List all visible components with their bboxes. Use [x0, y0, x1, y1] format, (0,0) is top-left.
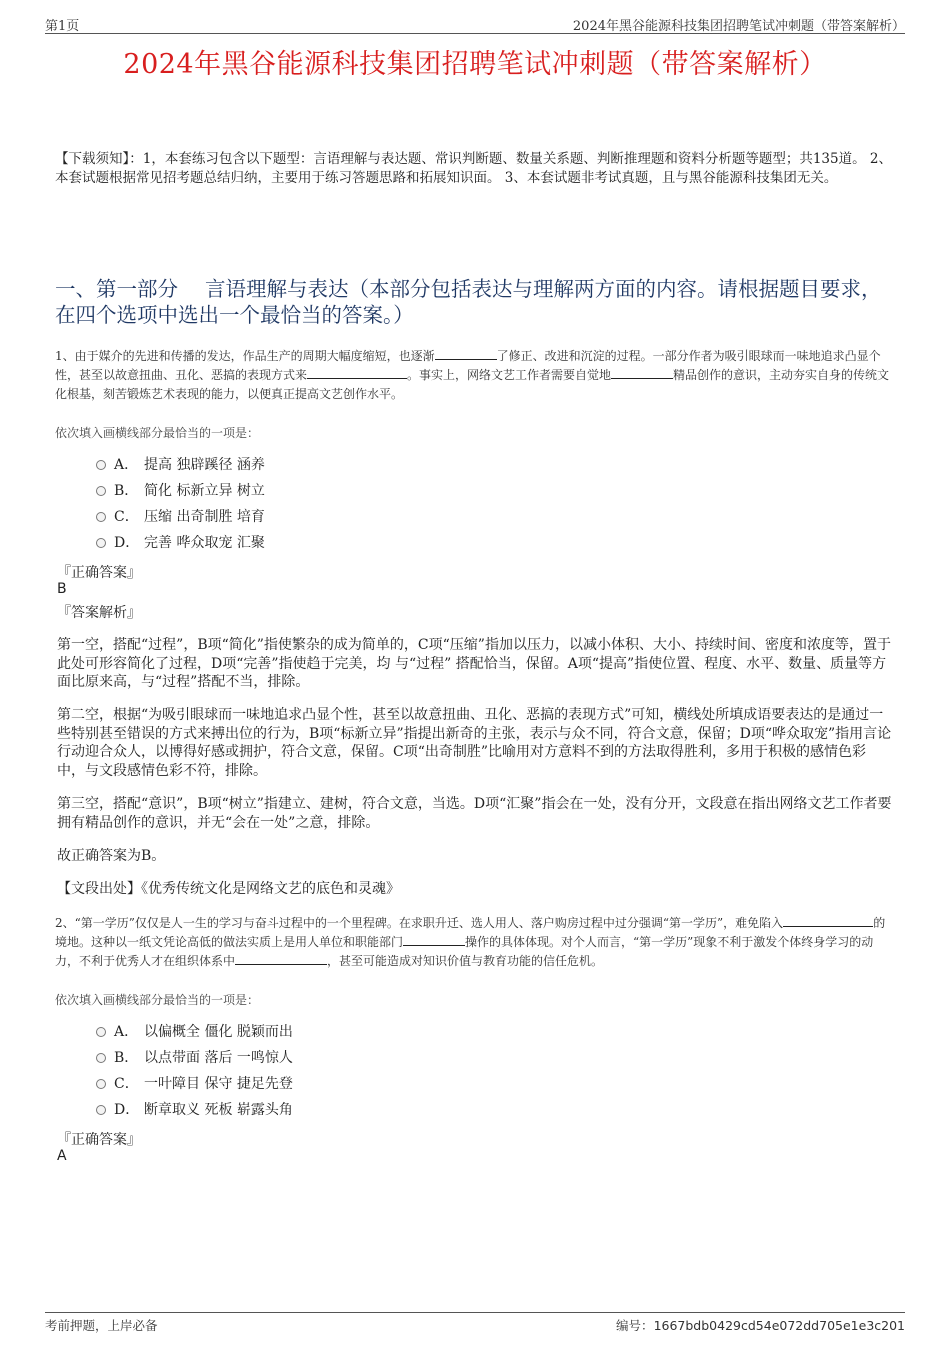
- fill-blank: [307, 366, 407, 379]
- radio-button[interactable]: [96, 1027, 106, 1037]
- correct-answer: A: [57, 1148, 67, 1164]
- question-1-prompt: 依次填入画横线部分最恰当的一项是：: [55, 426, 260, 440]
- option-b[interactable]: B． 以点带面 落后 一鸣惊人: [96, 1045, 293, 1071]
- option-d[interactable]: D． 完善 哗众取宠 汇聚: [96, 530, 265, 556]
- page-header: [45, 13, 905, 34]
- fill-blank: [783, 914, 873, 927]
- question-1-text: 1、由于媒介的先进和传播的发达，作品生产的周期大幅度缩短，也逐渐 了修正、改进和沉淀的过程。一部分作者为吸引眼球而一味地追求凸显个性，甚至以故意扭曲、丑化、恶搞的表现方式来 。事实上，网络文艺工作者需要自觉地 精品创作的意识，主动夯实自身的传统文化根基，刻苦锻炼艺术表现的能力，以便真正提高文艺创作水平。: [55, 349, 890, 401]
- question-1-options: [96, 452, 265, 556]
- footer-slogan: 考前押题，上岸必备: [45, 1318, 158, 1333]
- fill-blank: [611, 366, 673, 379]
- header-doc-title: 2024年黑谷能源科技集团招聘笔试冲刺题（带答案解析）: [572, 19, 905, 34]
- analysis-conclusion: 故正确答案为B。: [57, 848, 166, 864]
- analysis-paragraph-2: 第二空，根据“为吸引眼球而一味地追求凸显个性，甚至以故意扭曲、丑化、恶搞的表现方式”可知，横线处所填成语要表达的是通过一些特别甚至错误的方式来搏出位的行为，B项“标新立异”指提出新奇的主张，表示与众不同，符合文意，保留；D项“哗众取宠”指用言论行动迎合众人，以博得好感或拥护，符合文意，保留。C项“出奇制胜”比喻用对方意料不到的方法取得胜利，多用于积极的感情色彩中，与文段感情色彩不符，排除。: [57, 707, 892, 779]
- radio-button[interactable]: [96, 486, 106, 496]
- question-2-text: 2、“第一学历”仅仅是人一生的学习与奋斗过程中的一个里程碑。在求职升迁、选人用人、落户购房过程中过分强调“第一学历”，难免陷入 的境地。这种以一纸文凭论高低的做法实质上是用人单位和职能部门 操作的具体体现。对个人而言，“第一学历”现象不利于激发个体终身学习的动力，不利于优秀人才在组织体系中 ，甚至可能造成对知识价值与教育功能的信任危机。: [55, 916, 886, 968]
- document-title: 2024年黑谷能源科技集团招聘笔试冲刺题（带答案解析）: [123, 49, 827, 80]
- fill-blank: [235, 952, 327, 965]
- option-b[interactable]: B． 简化 标新立异 树立: [96, 478, 265, 504]
- answer-label: 『正确答案』: [57, 565, 141, 581]
- radio-button[interactable]: [96, 1105, 106, 1115]
- radio-button[interactable]: [96, 1079, 106, 1089]
- source-citation: 【文段出处】《优秀传统文化是网络文艺的底色和灵魂》: [57, 881, 400, 897]
- option-a[interactable]: A． 提高 独辟蹊径 涵养: [96, 452, 265, 478]
- question-2-options: [96, 1019, 293, 1123]
- answer-label: 『正确答案』: [57, 1132, 141, 1148]
- correct-answer: B: [57, 581, 67, 597]
- radio-button[interactable]: [96, 460, 106, 470]
- section-title: 一、第一部分 言语理解与表达（本部分包括表达与理解两方面的内容。请根据题目要求，在四个选项中选出一个最恰当的答案。）: [55, 277, 882, 327]
- fill-blank: [435, 347, 497, 360]
- question-2-prompt: 依次填入画横线部分最恰当的一项是：: [55, 993, 260, 1007]
- analysis-label: 『答案解析』: [57, 605, 141, 621]
- radio-button[interactable]: [96, 538, 106, 548]
- option-d[interactable]: D． 断章取义 死板 崭露头角: [96, 1097, 293, 1123]
- download-notice: 【下载须知】：1，本套练习包含以下题型：言语理解与表达题、常识判断题、数量关系题、判断推理题和资料分析题等题型；共135道。 2、本套试题根据常见招考题总结归纳，主要用于练习答题思路和拓展知识面。 3、本套试题非考试真题，且与黑谷能源科技集团无关。: [55, 151, 892, 186]
- option-c[interactable]: C． 一叶障目 保守 捷足先登: [96, 1071, 293, 1097]
- fill-blank: [403, 933, 465, 946]
- option-a[interactable]: A． 以偏概全 僵化 脱颖而出: [96, 1019, 293, 1045]
- option-c[interactable]: C． 压缩 出奇制胜 培育: [96, 504, 265, 530]
- page-number: 第1页: [45, 19, 80, 34]
- radio-button[interactable]: [96, 1053, 106, 1063]
- radio-button[interactable]: [96, 512, 106, 522]
- page-footer: [45, 1312, 905, 1333]
- document-code: 编号：1667bdb0429cd54e072dd705e1e3c201: [616, 1318, 905, 1333]
- analysis-paragraph-1: 第一空，搭配“过程”，B项“简化”指使繁杂的成为简单的，C项“压缩”指加以压力，以减小体积、大小、持续时间、密度和浓度等，置于此处可形容简化了过程，D项“完善”指使趋于完美，均 与“过程” 搭配恰当，保留。A项“提高”指使位置、程度、水平、数量、质量等方面比原来高，与“过程”搭配不当，排除。: [57, 637, 891, 690]
- analysis-paragraph-3: 第三空，搭配“意识”，B项“树立”指建立、建树，符合文意，当选。D项“汇聚”指会在一处，没有分开，文段意在指出网络文艺工作者要拥有精品创作的意识，并无“会在一处”之意，排除。: [57, 796, 892, 831]
